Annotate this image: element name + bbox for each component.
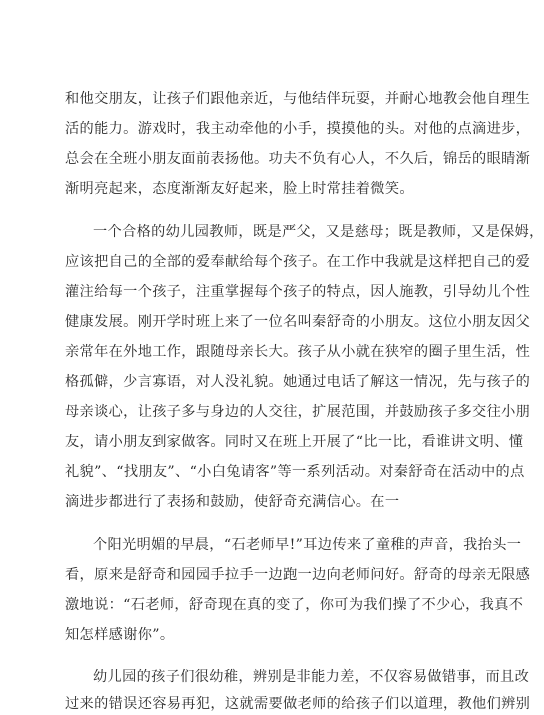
paragraph-line: 应该把自己的全部的爱奉献给每个孩子。在工作中我就是这样把自己的爱 (65, 254, 531, 270)
paragraph-line: 友，请小朋友到家做客。同时又在班上开展了“比一比，看谁讲文明、懂 (65, 434, 524, 450)
paragraph-line: 亲常年在外地工作，跟随母亲长大。孩子从小就在狭窄的圈子里生活，性 (65, 344, 531, 360)
paragraph-line: 过来的错误还容易再犯，这就需要做老师的给孩子们以道理，教他们辨别 (65, 696, 531, 712)
paragraph-line: 渐明亮起来，态度渐渐友好起来，脸上时常挂着微笑。 (65, 181, 414, 197)
paragraph-line: 滴进步都进行了表扬和鼓励，使舒奇充满信心。在一 (65, 494, 400, 510)
paragraph-line: 个阳光明媚的早晨，“石老师早!”耳边传来了童稚的声音，我抬头一 (93, 537, 522, 553)
paragraph-line: 知怎样感谢你”。 (65, 627, 175, 643)
paragraph-line: 看，原来是舒奇和园园手拉手一边跑一边向老师问好。舒奇的母亲无限感 (65, 567, 531, 583)
paragraph-line: 健康发展。刚开学时班上来了一位名叫秦舒奇的小朋友。这位小朋友因父 (65, 314, 531, 330)
paragraph-line: 总会在全班小朋友面前表扬他。功夫不负有心人，不久后，锦岳的眼睛渐 (65, 151, 531, 167)
paragraph-line: 礼貌”、“找朋友”、“小白兔请客”等一系列活动。对秦舒奇在活动中的点 (65, 464, 525, 480)
paragraph-line: 活的能力。游戏时，我主动牵他的小手，摸摸他的头。对他的点滴进步， (65, 121, 531, 137)
paragraph-line: 一个合格的幼儿园教师，既是严父，又是慈母；既是教师，又是保姆， (93, 224, 544, 240)
paragraph-line: 母亲谈心，让孩子多与身边的人交往，扩展范围，并鼓励孩子多交往小朋 (65, 404, 531, 420)
paragraph-line: 和他交朋友，让孩子们跟他亲近，与他结伴玩耍，并耐心地教会他自理生 (65, 91, 531, 107)
paragraph-line: 幼儿园的孩子们很幼稚，辨别是非能力差，不仅容易做错事，而且改 (93, 669, 530, 685)
paragraph-line: 格孤僻，少言寡语，对人没礼貌。她通过电话了解这一情况，先与孩子的 (65, 374, 531, 390)
paragraph-line: 灌注给每一个孩子，注重掌握每个孩子的特点，因人施教，引导幼儿个性 (65, 284, 531, 300)
paragraph-line: 激地说：“石老师，舒奇现在真的变了，你可为我们操了不少心，我真不 (65, 597, 524, 613)
